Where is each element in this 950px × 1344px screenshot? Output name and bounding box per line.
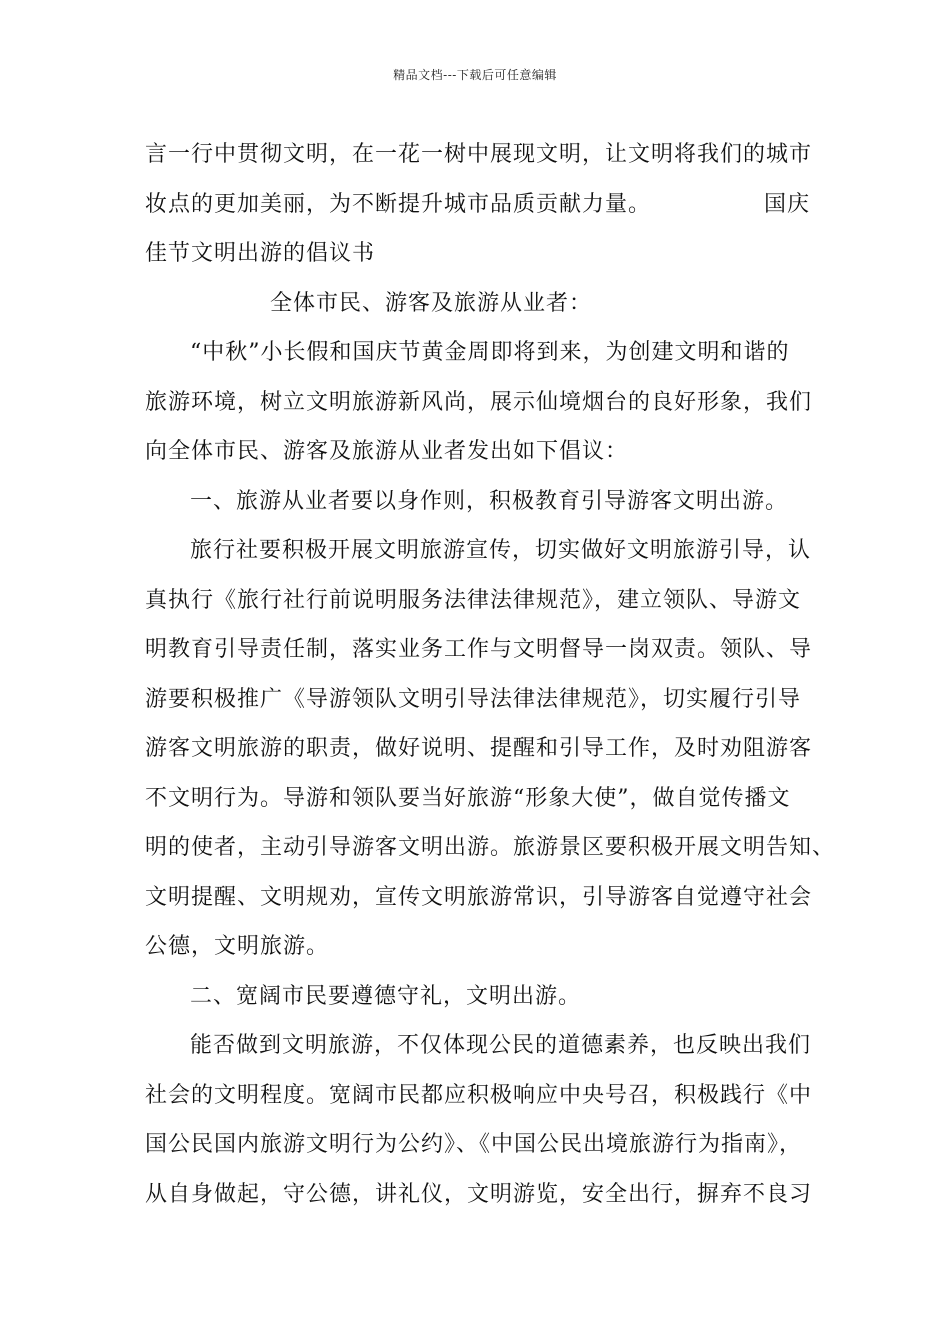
text-line-1: 言一行中贯彻文明，在一花一树中展现文明，让文明将我们的城市 [145, 142, 813, 167]
doc-title-line: 佳节文明出游的倡议书 [145, 241, 376, 266]
text-line-2-left: 妆点的更加美丽，为不断提升城市品质贡献力量。 [145, 191, 652, 217]
section-heading-1: 一、旅游从业者要以身作则，积极教育引导游客文明出游。 [190, 488, 789, 514]
text-line-20: 社会的文明程度。宽阔市民都应积极响应中央号召，积极践行《中 [145, 1082, 813, 1108]
text-line-2 [145, 180, 810, 230]
text-line-21: 国公民国内旅游文明行为公约》、《中国公民出境旅游行为指南》， [145, 1132, 803, 1157]
page-header: 精品文档---下载后可任意编辑 [393, 68, 557, 82]
section-heading-2: 二、宽阔市民要遵德守礼，文明出游。 [190, 983, 582, 1009]
text-line-15: 明的使者，主动引导游客文明出游。旅游景区要积极开展文明告知、 [145, 835, 836, 860]
text-line-2-right: 国庆 [763, 191, 810, 217]
text-line-11: 明教育引导责任制，落实业务工作与文明督导一岗双责。领队、导 [145, 637, 813, 662]
text-line-7: 向全体市民、游客及旅游从业者发出如下倡议： [145, 439, 629, 464]
text-line-22: 从自身做起，守公德，讲礼仪，文明游览，安全出行，摒弃不良习 [145, 1181, 813, 1207]
text-line-5: “中秋”小长假和国庆节黄金周即将到来，为创建文明和谐的 [190, 340, 790, 365]
text-line-10: 真执行《旅行社行前说明服务法律法律规范》，建立领队、导游文 [145, 587, 802, 613]
text-line-16: 文明提醒、文明规劝，宣传文明旅游常识，引导游客自觉遵守社会 [145, 884, 813, 910]
text-line-17: 公德，文明旅游。 [145, 934, 330, 959]
text-line-6: 旅游环境，树立文明旅游新风尚，展示仙境烟台的良好形象，我们 [145, 389, 813, 415]
text-line-19: 能否做到文明旅游，不仅体现公民的道德素养，也反映出我们 [190, 1033, 812, 1058]
document-body [145, 130, 836, 1219]
text-line-12: 游要积极推广《导游领队文明引导法律法律规范》，切实履行引导 [145, 686, 802, 712]
text-line-13: 游客文明旅游的职责，做好说明、提醒和引导工作，及时劝阻游客 [145, 736, 813, 761]
text-line-14: 不文明行为。导游和领队要当好旅游“形象大使”，做自觉传播文 [145, 785, 791, 811]
salutation: 全体市民、游客及旅游从业者： [270, 290, 593, 316]
text-line-9: 旅行社要积极开展文明旅游宣传，切实做好文明旅游引导，认 [190, 538, 812, 563]
